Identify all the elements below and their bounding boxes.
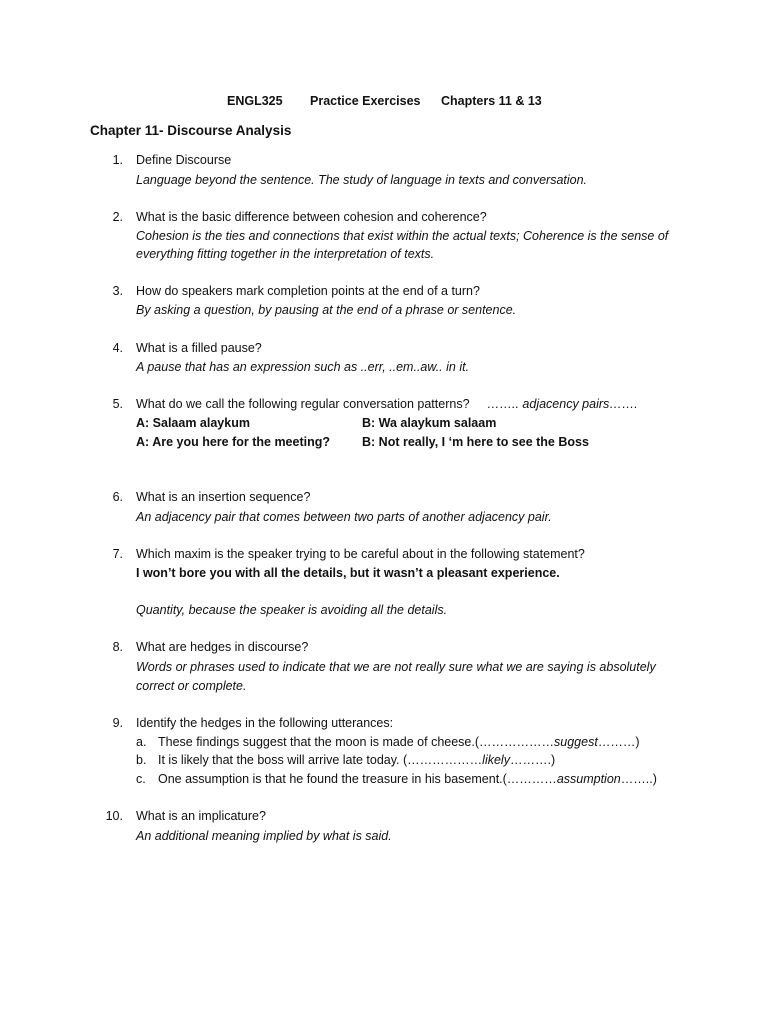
answer-text: By asking a question, by pausing at the end of a phrase or sentence. bbox=[136, 303, 517, 317]
sub-item-question: It is likely that the boss will arrive late today. (……………… bbox=[158, 753, 483, 767]
answer-text: Quantity, because the speaker is avoiding all the details. bbox=[136, 603, 448, 617]
question-text: How do speakers mark completion points at the end of a turn? bbox=[136, 284, 480, 298]
question-text: Which maxim is the speaker trying to be careful about in the following statement? bbox=[136, 547, 585, 561]
sub-item-tail: ………) bbox=[597, 735, 640, 749]
question-text: What is an implicature? bbox=[136, 809, 266, 823]
dialogue-line: A: Salaam alaykum bbox=[136, 416, 250, 430]
item-number: 8. bbox=[112, 640, 123, 654]
item-number: 6. bbox=[112, 490, 123, 504]
document-title: Practice Exercises bbox=[310, 94, 421, 108]
question-text: Define Discourse bbox=[136, 153, 232, 167]
question-text: What is a filled pause? bbox=[136, 341, 262, 355]
question-text: What do we call the following regular conversation patterns? bbox=[136, 397, 470, 411]
sub-item-text bbox=[158, 753, 555, 767]
chapter-heading: Chapter 11- Discourse Analysis bbox=[90, 123, 292, 138]
sub-item-tail: ……….) bbox=[509, 753, 556, 767]
answer-text: An additional meaning implied by what is said. bbox=[136, 829, 392, 843]
answer-text: An adjacency pair that comes between two parts of another adjacency pair. bbox=[136, 510, 552, 524]
item-number: 10. bbox=[105, 809, 123, 823]
item-number: 7. bbox=[112, 547, 123, 561]
item-number: 5. bbox=[112, 397, 123, 411]
question-text: What is an insertion sequence? bbox=[136, 490, 311, 504]
sub-item-text bbox=[158, 772, 657, 786]
sub-item-letter: a. bbox=[136, 735, 147, 749]
sub-item-letter: c. bbox=[136, 772, 146, 786]
chapters-label: Chapters 11 & 13 bbox=[441, 94, 542, 108]
sub-item-answer: suggest bbox=[554, 735, 598, 749]
dialogue-line: B: Wa alaykum salaam bbox=[362, 416, 497, 430]
question-text: What are hedges in discourse? bbox=[136, 640, 309, 654]
item-number: 1. bbox=[112, 153, 123, 167]
course-code: ENGL325 bbox=[227, 94, 283, 108]
sub-item-question: One assumption is that he found the treasure in his basement.(………… bbox=[158, 772, 557, 786]
item-number: 3. bbox=[112, 284, 123, 298]
sub-item-answer: assumption bbox=[556, 772, 621, 786]
question-text: What is the basic difference between cohesion and coherence? bbox=[136, 210, 487, 224]
sub-item-text bbox=[158, 735, 639, 749]
answer-text: Language beyond the sentence. The study of language in texts and conversation. bbox=[136, 173, 588, 187]
dialogue-line: B: Not really, I ‘m here to see the Boss bbox=[362, 435, 589, 449]
item-number: 9. bbox=[112, 716, 123, 730]
sub-item-answer: likely bbox=[482, 753, 510, 767]
statement-text: I won’t bore you with all the details, but it wasn’t a pleasant experience. bbox=[136, 566, 560, 580]
item-number: 2. bbox=[112, 210, 123, 224]
answer-text: A pause that has an expression such as ..err, ..em..aw.. in it. bbox=[136, 360, 470, 374]
answer-text: everything fitting together in the interpretation of texts. bbox=[136, 247, 435, 261]
item-number: 4. bbox=[112, 341, 123, 355]
answer-text: Words or phrases used to indicate that we are not really sure what we are saying is absolutely bbox=[136, 660, 656, 674]
answer-text: correct or complete. bbox=[136, 679, 247, 693]
sub-item-question: These findings suggest that the moon is made of cheese.(……………… bbox=[158, 735, 555, 749]
question-text: Identify the hedges in the following utterances: bbox=[136, 716, 394, 730]
sub-item-letter: b. bbox=[136, 753, 147, 767]
answer-text: …….. adjacency pairs……. bbox=[487, 397, 638, 411]
dialogue-line: A: Are you here for the meeting? bbox=[136, 435, 331, 449]
sub-item-tail: ……..) bbox=[620, 772, 657, 786]
answer-text: Cohesion is the ties and connections that exist within the actual texts; Coherence is the sense of bbox=[136, 229, 669, 243]
